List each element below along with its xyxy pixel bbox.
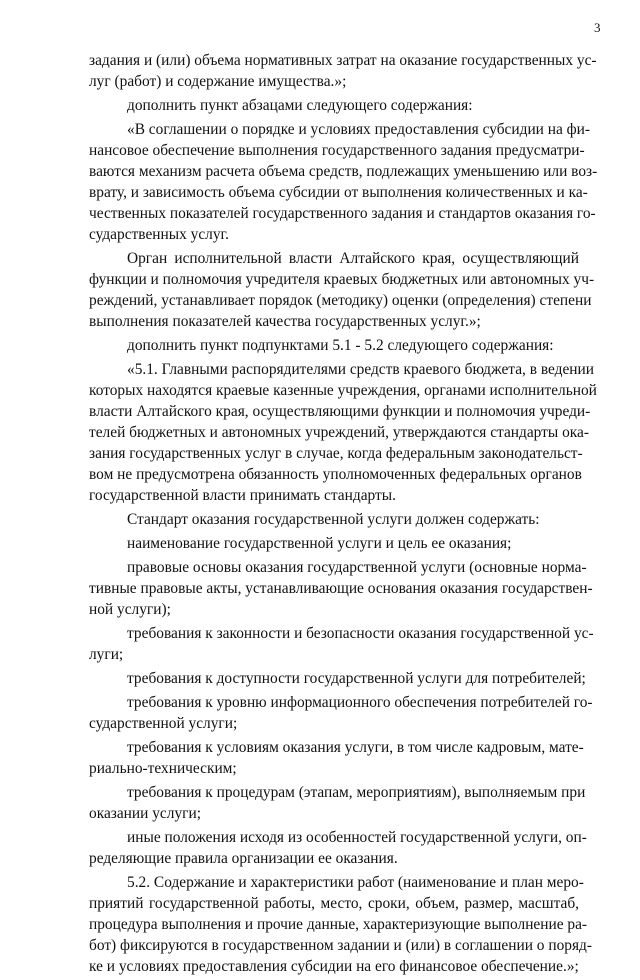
document-body	[89, 50, 598, 980]
text-line: процедура выполнения и прочие данные, характеризующие выполнение ра-	[89, 916, 588, 933]
text-line: вом не предусмотрена обязанность уполномоченных федеральных органов	[89, 466, 582, 483]
text-line: дополнить пункт абзацами следующего содержания:	[127, 97, 473, 114]
text-line: требования к условиям оказания услуги, в том числе кадровым, мате-	[127, 739, 584, 756]
text-line: которых находятся краевые казенные учреждения, органами исполнительной	[89, 382, 597, 399]
text-line: требования к процедурам (этапам, мероприятиям), выполняемым при	[127, 784, 586, 801]
text-line: риально-техническим;	[89, 760, 237, 777]
text-line: луг (работ) и содержание имущества.»;	[89, 73, 347, 90]
paragraph	[89, 782, 586, 824]
text-line: требования к уровню информационного обеспечения потребителей го-	[127, 694, 593, 711]
paragraph	[89, 95, 579, 116]
text-line: приятий государственной работы, место, сроки, объем, размер, масштаб,	[89, 895, 579, 912]
text-line: оказании услуги;	[89, 805, 201, 822]
text-line: Стандарт оказания государственной услуги должен содержать:	[127, 511, 540, 528]
text-line: «В соглашении о порядке и условиях предоставления субсидии на фи-	[127, 121, 591, 138]
text-line: иные положения исходя из особенностей государственной услуги, оп-	[127, 829, 587, 846]
text-line: функции и полномочия учредителя краевых бюджетных или автономных уч-	[89, 271, 595, 288]
page-number: 3	[594, 20, 601, 35]
text-line: государственной власти принимать стандарты.	[89, 487, 396, 504]
text-line: выполнения показателей качества государственных услуг.»;	[89, 313, 481, 330]
text-line: бот) фиксируются в государственном задании и (или) в соглашении о поряд-	[89, 937, 592, 954]
text-line: требования к законности и безопасности оказания государственной ус-	[127, 625, 594, 642]
text-line: зания государственных услуг в случае, когда федеральным законодательст-	[89, 445, 583, 462]
paragraph	[89, 692, 593, 734]
text-line: наименование государственной услуги и цель ее оказания;	[127, 535, 512, 552]
text-line: правовые основы оказания государственной услуги (основные норма-	[127, 559, 587, 576]
text-line: тивные правовые акты, устанавливающие основания оказания государствен-	[89, 580, 593, 597]
paragraph	[89, 50, 597, 92]
paragraph	[89, 623, 594, 665]
text-line: требования к доступности государственной услуги для потребителей;	[127, 670, 586, 687]
paragraph	[89, 359, 597, 506]
text-line: дополнить пункт подпунктами 5.1 - 5.2 следующего содержания:	[127, 337, 554, 354]
paragraph	[89, 248, 595, 332]
text-line: задания и (или) объема нормативных затрат на оказание государственных ус-	[89, 52, 597, 69]
paragraph	[89, 737, 584, 779]
text-line: ке и условиях предоставления субсидии на его финансовое обеспечение.»;	[89, 958, 579, 975]
paragraph	[89, 668, 586, 689]
paragraph	[89, 827, 587, 869]
text-line: чественных показателей государственного задания и стандартов оказания го-	[89, 205, 596, 222]
text-line: ваются механизм расчета объема средств, подлежащих уменьшению или воз-	[89, 163, 598, 180]
text-line: реждений, устанавливает порядок (методику) оценки (определения) степени	[89, 292, 592, 309]
paragraph	[89, 872, 592, 977]
text-line: врату, и зависимость объема субсидии от выполнения количественных и ка-	[89, 184, 588, 201]
text-line: нансовое обеспечение выполнения государственного задания предусматри-	[89, 142, 585, 159]
text-line: «5.1. Главными распорядителями средств краевого бюджета, в ведении	[127, 361, 595, 378]
paragraph	[89, 557, 593, 620]
text-line: Орган исполнительной власти Алтайского края, осуществляющий	[127, 250, 579, 267]
paragraph	[89, 335, 579, 356]
text-line: телей бюджетных и автономных учреждений, утверждаются стандарты ока-	[89, 424, 589, 441]
paragraph	[89, 533, 579, 554]
text-line: ределяющие правила организации ее оказания.	[89, 850, 398, 867]
text-line: сударственных услуг.	[89, 226, 229, 243]
text-line: власти Алтайского края, осуществляющими функции и полномочия учреди-	[89, 403, 591, 420]
paragraph	[89, 119, 598, 245]
text-line: сударственной услуги;	[89, 715, 238, 732]
text-line: 5.2. Содержание и характеристики работ (наименование и план меро-	[127, 874, 584, 891]
text-line: луги;	[89, 646, 124, 663]
text-line: ной услуги);	[89, 601, 171, 618]
paragraph	[89, 509, 579, 530]
